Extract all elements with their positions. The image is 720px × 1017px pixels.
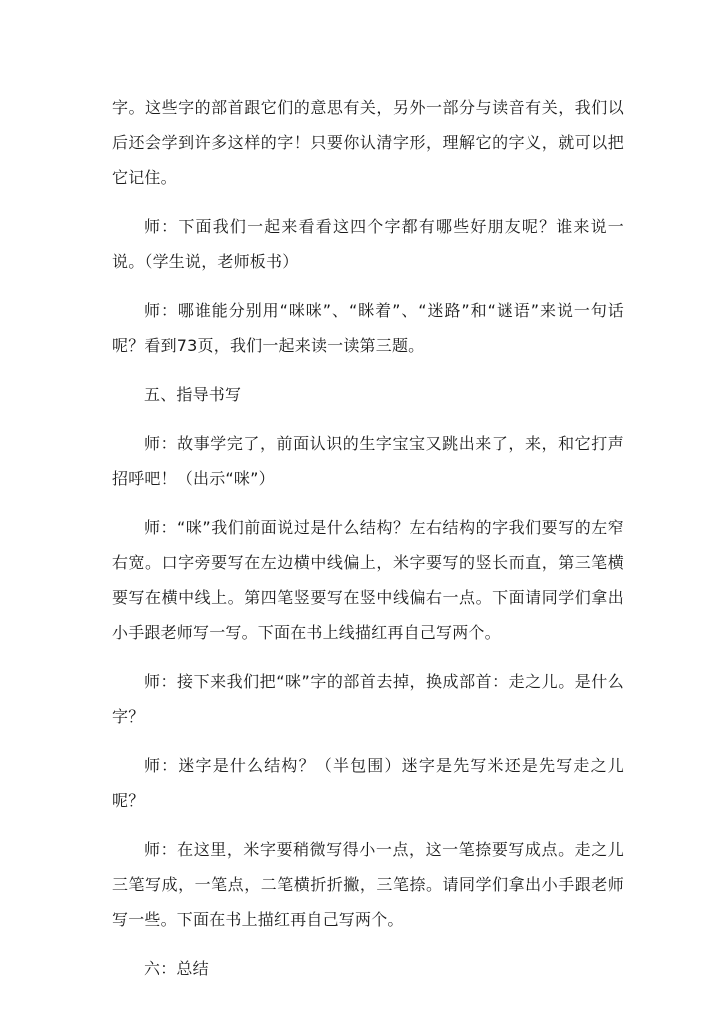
paragraph-9: 师：在这里，米字要稍微写得小一点，这一笔捺要写成点。走之儿三笔写成，一笔点，二笔横折折撇，三笔捺。请同学们拿出小手跟老师写一些。下面在书上描红再自己写两个。 (112, 840, 624, 929)
paragraph-5: 师：故事学完了，前面认识的生字宝宝又跳出来了，来，和它打声招呼吧！（出示“咪”） (112, 434, 624, 488)
paragraph-8: 师：迷字是什么结构？（半包围）迷字是先写米还是先写走之儿呢？ (112, 756, 624, 810)
paragraph-6: 师：“咪”我们前面说过是什么结构？左右结构的字我们要写的左窄右宽。口字旁要写在左边横中线偏上，米字要写的竖长而直，第三笔横要写在横中线上。第四笔竖要写在竖中线偏右一点。下面请同学们拿出小手跟老师写一写。下面在书上线描红再自己写两个。 (112, 518, 624, 642)
document-body (112, 90, 624, 1000)
section-heading-5: 五、指导书写 (144, 385, 242, 404)
paragraph-1: 字。这些字的部首跟它们的意思有关，另外一部分与读音有关，我们以后还会学到许多这样的字！只要你认清字形，理解它的字义，就可以把它记住。 (112, 98, 624, 187)
paragraph-2: 师：下面我们一起来看看这四个字都有哪些好朋友呢？谁来说一说。（学生说，老师板书） (112, 217, 624, 271)
section-heading-6: 六：总结 (144, 959, 209, 978)
paragraph-3: 师：哪谁能分别用“咪咪”、“眯着”、“迷路”和“谜语”来说一句话呢？看到73页，我们一起来读一读第三题。 (112, 301, 624, 355)
paragraph-7: 师：接下来我们把“咪”字的部首去掉，换成部首：走之儿。是什么字？ (112, 672, 624, 726)
